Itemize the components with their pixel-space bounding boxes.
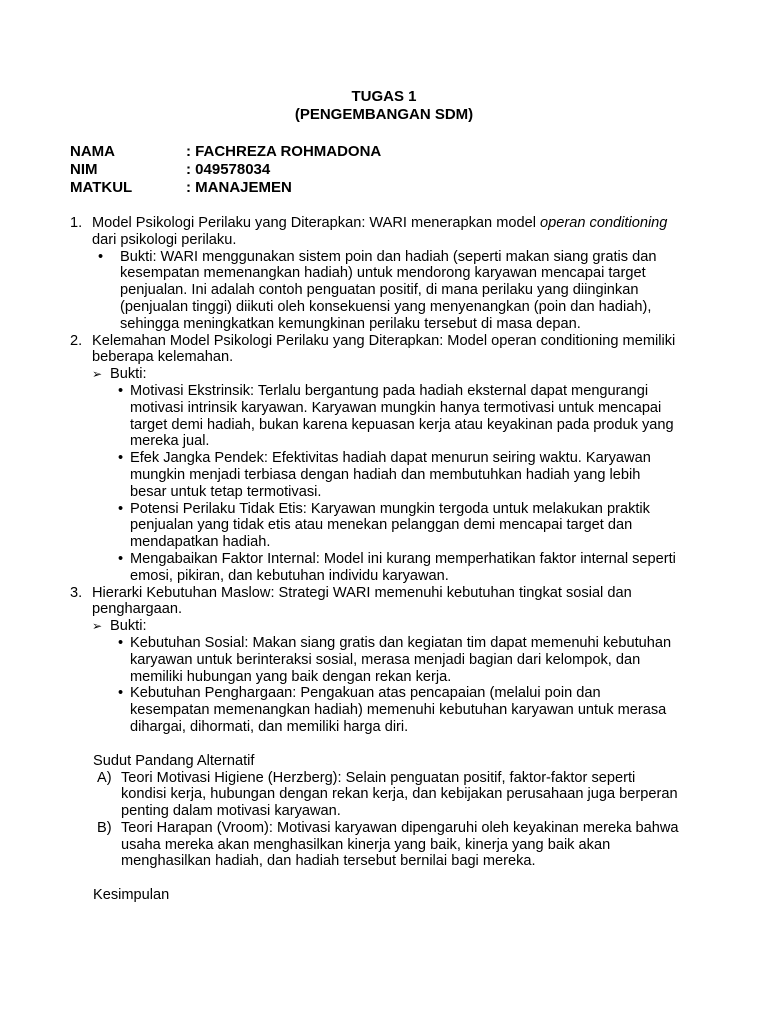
identity-row-nim bbox=[70, 161, 381, 179]
arrow-item bbox=[70, 366, 680, 383]
sub-bullet-item bbox=[70, 383, 680, 450]
sub-bullet-text: Kebutuhan Sosial: Makan siang gratis dan kegiatan tim dapat memenuhi kebutuhan karyawan untuk berinteraksi sosial, merasa menjadi bagian dari kelompok, dan memiliki hubungan yang baik dengan rekan kerja. bbox=[130, 634, 672, 685]
sub-bullet-item bbox=[70, 685, 680, 735]
identity-label: MATKUL bbox=[70, 179, 133, 196]
document-body bbox=[70, 215, 680, 904]
arrow-text: Bukti: bbox=[110, 618, 147, 635]
sub-bullet-text: Kebutuhan Penghargaan: Pengakuan atas pencapaian (melalui poin dan kesempatan memenangkan hadiah) memenuhi kebutuhan karyawan untuk merasa dihargai, dihormati, dan memiliki harga diri. bbox=[130, 685, 667, 735]
numbered-item-2 bbox=[70, 333, 680, 367]
conclusion-heading: Kesimpulan bbox=[93, 887, 170, 904]
identity-block bbox=[70, 143, 381, 197]
bullet-icon: • bbox=[98, 248, 104, 265]
alternatives-heading: Sudut Pandang Alternatif bbox=[93, 752, 255, 769]
arrow-bullet-icon: ➢ bbox=[92, 619, 103, 634]
item-text: Hierarki Kebutuhan Maslow: Strategi WARI memenuhi kebutuhan tingkat sosial dan penghargaan. bbox=[92, 584, 632, 618]
identity-value: : FACHREZA ROHMADONA bbox=[186, 143, 382, 160]
bullet-icon: • bbox=[118, 382, 124, 399]
spacer bbox=[70, 736, 680, 753]
bullet-text: Bukti: WARI menggunakan sistem poin dan hadiah (seperti makan siang gratis dan kesempatan memenangkan hadiah) untuk mendorong karyawan mencapai target penjualan. Ini adalah contoh penguatan positif, di mana perilaku yang diinginkan (penjualan tinggi) diikuti oleh konsekuensi yang menyenangkan (poin dan hadiah), sehingga meningkatkan kemungkinan perilaku tersebut di masa depan. bbox=[120, 248, 657, 332]
numbered-item-1 bbox=[70, 215, 680, 249]
bullet-icon: • bbox=[118, 550, 124, 567]
identity-value: : 049578034 bbox=[186, 161, 271, 178]
alternative-marker: A) bbox=[97, 769, 112, 786]
item-text-emphasis: operan conditioning bbox=[540, 215, 668, 231]
sub-bullet-item bbox=[70, 501, 680, 551]
numbered-item-3 bbox=[70, 585, 680, 619]
identity-label: NAMA bbox=[70, 143, 115, 160]
sub-bullet-item bbox=[70, 551, 680, 585]
item-text-pre: Model Psikologi Perilaku yang Diterapkan: WARI menerapkan model bbox=[92, 215, 541, 231]
sub-bullet-text: Potensi Perilaku Tidak Etis: Karyawan mungkin tergoda untuk melakukan praktik penjualan yang tidak etis atau menekan pelanggan demi mencapai target dan mendapatkan hadiah. bbox=[130, 500, 650, 551]
arrow-item bbox=[70, 618, 680, 635]
sub-bullet-text: Motivasi Ekstrinsik: Terlalu bergantung pada hadiah eksternal dapat mengurangi motivasi intrinsik karyawan. Karyawan mungkin hanya termotivasi untuk mencapai target demi hadiah, bukan karena kepuasan kerja atau keyakinan pada produk yang mereka jual. bbox=[130, 382, 674, 450]
bullet-icon: • bbox=[118, 500, 124, 517]
item-number: 1. bbox=[70, 215, 83, 231]
item-number: 2. bbox=[70, 332, 83, 349]
sub-bullet-item bbox=[70, 635, 680, 685]
bullet-icon: • bbox=[118, 450, 124, 467]
sub-bullet-text: Mengabaikan Faktor Internal: Model ini kurang memperhatikan faktor internal seperti emosi, pikiran, dan kebutuhan individu karyawan. bbox=[130, 550, 676, 584]
arrow-text: Bukti: bbox=[110, 366, 147, 383]
identity-label: NIM bbox=[70, 161, 98, 178]
alternative-text: Teori Motivasi Higiene (Herzberg): Selain penguatan positif, faktor-faktor seperti kondisi kerja, hubungan dengan rekan kerja, dan kebijakan perusahaan juga berperan penting dalam motivasi karyawan. bbox=[121, 769, 678, 820]
title-line-2: (PENGEMBANGAN SDM) bbox=[294, 105, 474, 123]
spacer bbox=[70, 870, 680, 887]
document-title bbox=[0, 88, 768, 123]
bullet-icon: • bbox=[118, 685, 124, 702]
identity-row-nama bbox=[70, 143, 381, 161]
title-line-1: TUGAS 1 bbox=[351, 88, 417, 105]
sub-bullet-text: Efek Jangka Pendek: Efektivitas hadiah dapat menurun seiring waktu. Karyawan mungkin menjadi terbiasa dengan hadiah dan membutuhkan hadiah yang lebih besar untuk tetap termotivasi. bbox=[130, 450, 651, 500]
alternative-marker: B) bbox=[97, 819, 112, 836]
item-text: Kelemahan Model Psikologi Perilaku yang Diterapkan: Model operan conditioning memiliki beberapa kelemahan. bbox=[92, 332, 676, 366]
arrow-bullet-icon: ➢ bbox=[92, 367, 103, 382]
item-number: 3. bbox=[70, 584, 83, 601]
item-text-post: dari psikologi perilaku. bbox=[92, 231, 237, 248]
identity-value: : MANAJEMEN bbox=[186, 179, 292, 196]
alternative-text: Teori Harapan (Vroom): Motivasi karyawan dipengaruhi oleh keyakinan mereka bahwa usaha mereka akan menghasilkan kinerja yang baik, kinerja yang baik akan menghasilkan hadiah, dan hadiah tersebut bernilai bagi mereka. bbox=[121, 819, 679, 870]
identity-row-matkul bbox=[70, 179, 381, 197]
sub-bullet-item bbox=[70, 450, 680, 500]
bullet-icon: • bbox=[118, 634, 124, 651]
alternative-item-b bbox=[70, 820, 680, 870]
alternative-item-a bbox=[70, 770, 680, 820]
bullet-item bbox=[70, 249, 680, 333]
